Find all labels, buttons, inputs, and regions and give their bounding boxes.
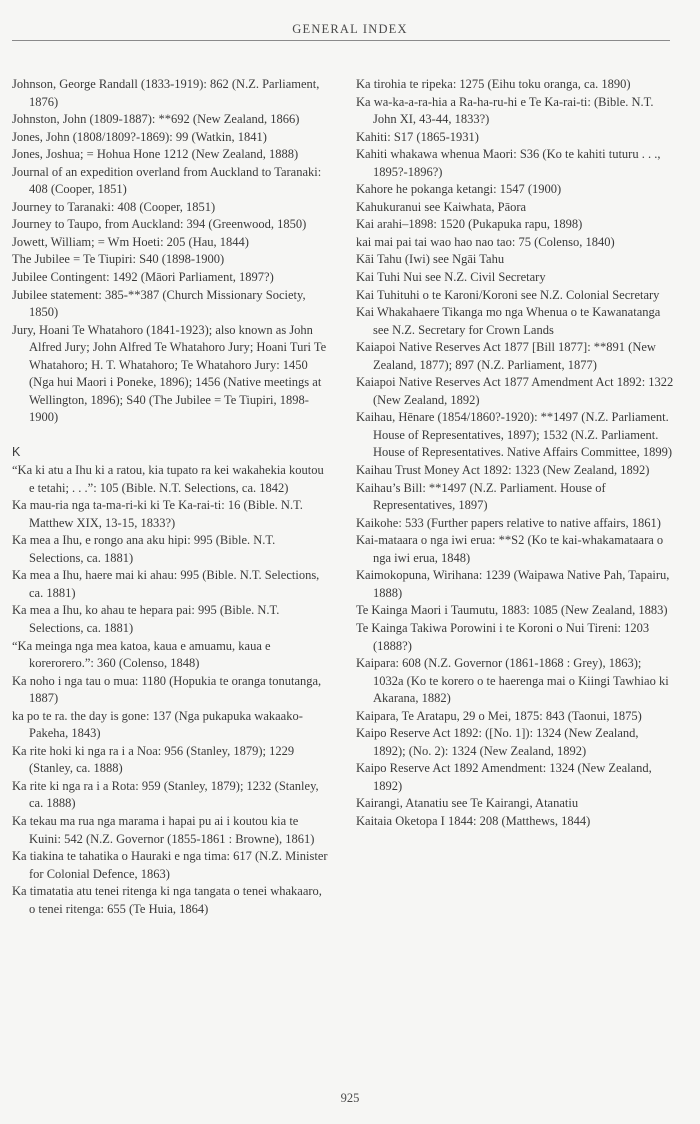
index-entry: Kaipo Reserve Act 1892: ([No. 1]): 1324 (New Zealand, 1892); (No. 2): 1324 (New Zealand, 1892) [356,726,639,758]
header-rule [12,40,670,41]
index-entry: Johnson, George Randall (1833-1919): 862 (N.Z. Parliament, 1876) [12,77,320,109]
index-entry: Kai Whakahaere Tikanga mo nga Whenua o te Kawanatanga see N.Z. Secretary for Crown Lands [356,305,661,337]
index-entry: Ka tirohia te ripeka: 1275 (Eihu toku oranga, ca. 1890) [356,77,631,91]
index-entry: ka po te ra. the day is gone: 137 (Nga pukapuka wakaako-Pakeha, 1843) [12,708,303,741]
index-entry: Ka tiakina te tahatika o Hauraki e nga tima: 617 (N.Z. Minister for Colonial Defence, 1863) [12,849,328,881]
section-letter-heading: K [12,445,21,460]
index-entry: Ka mea a Ihu, ko ahau te hepara pai: 995 (Bible. N.T. Selections, ca. 1881) [12,603,280,635]
index-entry: kai mai pai tai wao hao nao tao: 75 (Colenso, 1840) [356,234,615,249]
index-entry: “Ka ki atu a Ihu ki a ratou, kia tupato ra kei wakahekia koutou e tetahi; . . .”: 105 (Bible. N.T. Selections, ca. 1842) [12,463,324,495]
index-entry: Kahiti whakawa whenua Maori: S36 (Ko te kahiti tuturu . . ., 1895?-1896?) [356,147,661,179]
index-entry: Jones, John (1808/1809?-1869): 99 (Watkin, 1841) [12,129,267,144]
index-entry: The Jubilee = Te Tiupiri: S40 (1898-1900) [12,252,225,267]
index-entry: Kaikohe: 533 (Further papers relative to native affairs, 1861) [356,515,661,530]
index-entry: Ka mau-ria nga ta-ma-ri-ki ki Te Ka-rai-ti: 16 (Bible. N.T. Matthew XIX, 13-15, 1833?) [12,498,303,530]
index-entry: Kaihau Trust Money Act 1892: 1323 (New Zealand, 1892) [356,463,650,478]
index-entry: Kahiti: S17 (1865-1931) [356,129,479,144]
index-entry: Te Kainga Takiwa Porowini i te Koroni o Nui Tireni: 1203 (1888?) [356,620,650,653]
index-entry: Ka tekau ma rua nga marama i hapai pu ai i koutou kia te Kuini: 542 (N.Z. Governor (1855-1861 : Browne), 1861) [12,813,315,846]
index-entry: Jubilee statement: 385-**387 (Church Missionary Society, 1850) [12,287,306,320]
index-entry: Johnston, John (1809-1887): **692 (New Zealand, 1866) [12,112,300,127]
index-entry: Ka mea a Ihu, haere mai ki ahau: 995 (Bible. N.T. Selections, ca. 1881) [12,568,320,600]
running-head: GENERAL INDEX [292,22,408,36]
index-entry: Ka timatatia atu tenei ritenga ki nga tangata o tenei whakaaro, o tenei ritenga: 655 (Te Huia, 1864) [12,884,322,916]
index-entry: Kai Tuhi Nui see N.Z. Civil Secretary [356,270,546,285]
index-entry: Kairangi, Atanatiu see Te Kairangi, Atanatiu [356,796,579,811]
index-entry: Journal of an expedition overland from Auckland to Taranaki: 408 (Cooper, 1851) [12,164,322,197]
index-entry: Kahukuranui see Kaiwhata, Pāora [356,199,527,214]
index-entry: Kai Tuhituhi o te Karoni/Koroni see N.Z. Colonial Secretary [356,287,660,302]
index-entry: Kāi Tahu (Iwi) see Ngāi Tahu [356,252,505,267]
index-entry: Kaipara, Te Aratapu, 29 o Mei, 1875: 843 (Taonui, 1875) [356,708,642,723]
index-entry: Kaipara: 608 (N.Z. Governor (1861-1868 : Grey), 1863); 1032a (Ko te korero o te haerenga mai o Kiingi Tawhiao ki Akarana, 1882) [356,656,669,706]
page-number: 925 [340,1091,360,1105]
index-entry: Kaiapoi Native Reserves Act 1877 Amendment Act 1892: 1322 (New Zealand, 1892) [356,375,674,407]
index-entry: Kahore he pokanga ketangi: 1547 (1900) [356,182,562,197]
index-entry: Ka wa-ka-a-ra-hia a Ra-ha-ru-hi e Te Ka-rai-ti: (Bible. N.T. John XI, 43-44, 1833?) [356,94,654,127]
index-entry: Ka rite ki nga ra i a Rota: 959 (Stanley, 1879); 1232 (Stanley, ca. 1888) [12,778,319,811]
index-entry: Ka rite hoki ki nga ra i a Noa: 956 (Stanley, 1879); 1229 (Stanley, ca. 1888) [12,743,295,776]
index-entry: Kai-mataara o nga iwi erua: **S2 (Ko te kai-whakamataara o nga iwi erua, 1848) [356,533,664,565]
index-entry: Kaihau, Hēnare (1854/1860?-1920): **1497 (N.Z. Parliament. House of Representatives, 1897); 1532 (N.Z. Parliament. House of Representatives. Native Affairs Committee, 1899) [356,410,673,460]
index-entry: Kaimokopuna, Wirihana: 1239 (Waipawa Native Pah, Tapairu, 1888) [356,568,670,600]
index-entry: Kaiapoi Native Reserves Act 1877 [Bill 1877]: **891 (New Zealand, 1877); 897 (N.Z. Parliament, 1877) [356,340,656,372]
index-entry: Jowett, William; = Wm Hoeti: 205 (Hau, 1844) [12,234,249,249]
index-entry: Ka noho i nga tau o mua: 1180 (Hopukia te oranga tonutanga, 1887) [12,673,322,706]
index-entry: Jones, Joshua; = Hohua Hone 1212 (New Zealand, 1888) [12,147,299,162]
index-entry: Jury, Hoani Te Whatahoro (1841-1923); also known as John Alfred Jury; John Alfred Te Whatahoro Jury; Hoani Turi Te Whatahoro; H. T. Whatahoro; Te Whatahoro Jury: 1450 (Nga hui Maori i Poneke, 1896); 1456 (Native meetings at Wellington, 1896); S40 (The Jubilee = Te Tiupiri, 1898-1900) [12,322,327,425]
index-entry: Kaitaia Oketopa I 1844: 208 (Matthews, 1844) [356,813,591,828]
index-entry: Kai arahi–1898: 1520 (Pukapuka rapu, 1898) [356,217,583,232]
index-entry: Journey to Taupo, from Auckland: 394 (Greenwood, 1850) [12,217,307,232]
index-entry: Journey to Taranaki: 408 (Cooper, 1851) [12,199,216,214]
index-column-left [12,76,330,918]
index-entry: Jubilee Contingent: 1492 (Māori Parliament, 1897?) [12,270,274,285]
index-entry: Ka mea a Ihu, e rongo ana aku hipi: 995 (Bible. N.T. Selections, ca. 1881) [12,533,276,565]
index-column-right [356,76,674,831]
index-entry: Kaihau’s Bill: **1497 (N.Z. Parliament. House of Representatives, 1897) [356,480,606,513]
index-entry: Te Kainga Maori i Taumutu, 1883: 1085 (New Zealand, 1883) [356,603,668,618]
index-entry: “Ka meinga nga mea katoa, kaua e amuamu, kaua e korerorero.”: 360 (Colenso, 1848) [12,638,271,671]
section-gap [12,427,330,445]
index-entry: Kaipo Reserve Act 1892 Amendment: 1324 (New Zealand, 1892) [356,761,652,793]
